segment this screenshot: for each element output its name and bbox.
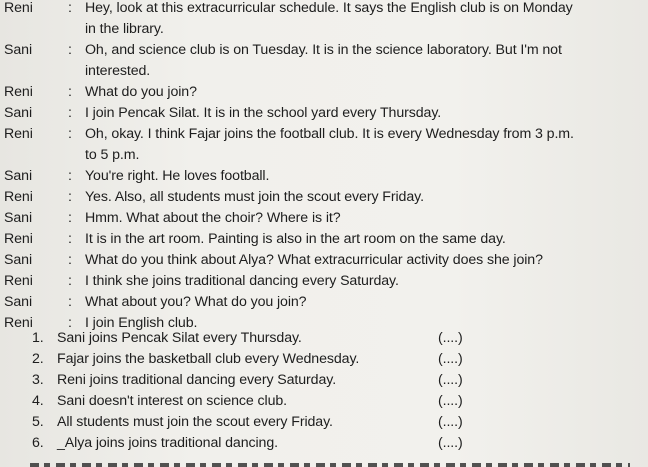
statement-text: Sani joins Pencak Silat every Thursday. <box>57 330 302 346</box>
answer-blank[interactable]: (....) <box>438 414 463 430</box>
answer-blank[interactable]: (....) <box>438 351 463 367</box>
utterance-text: to 5 p.m. <box>85 147 140 163</box>
speaker-name: Reni <box>4 315 33 331</box>
statement-number: 2. <box>32 351 44 367</box>
separator-colon: : <box>68 210 72 226</box>
utterance-text: I think she joins traditional dancing every Saturday. <box>85 273 399 289</box>
answer-blank[interactable]: (....) <box>438 372 463 388</box>
statement-number: 5. <box>32 414 44 430</box>
utterance-text: You're right. He loves football. <box>85 168 270 184</box>
utterance-text: What about you? What do you join? <box>85 294 307 310</box>
utterance-text: Yes. Also, all students must join the scout every Friday. <box>85 189 424 205</box>
utterance-text: Hmm. What about the choir? Where is it? <box>85 210 341 226</box>
separator-colon: : <box>68 273 72 289</box>
separator-colon: : <box>68 231 72 247</box>
answer-blank[interactable]: (....) <box>438 435 463 451</box>
separator-colon: : <box>68 294 72 310</box>
speaker-name: Sani <box>4 294 32 310</box>
statement-number: 4. <box>32 393 44 409</box>
utterance-text: What do you think about Alya? What extracurricular activity does she join? <box>85 252 543 268</box>
utterance-text: It is in the art room. Painting is also in the art room on the same day. <box>85 231 506 247</box>
separator-colon: : <box>68 42 72 58</box>
speaker-name: Reni <box>4 0 33 16</box>
separator-colon: : <box>68 252 72 268</box>
separator-colon: : <box>68 0 72 16</box>
utterance-text: Hey, look at this extracurricular schedule. It says the English club is on Monday <box>85 0 573 16</box>
separator-colon: : <box>68 189 72 205</box>
statement-text: Sani doesn't interest on science club. <box>57 393 287 409</box>
utterance-text: Oh, okay. I think Fajar joins the football club. It is every Wednesday from 3 p.m. <box>85 126 574 142</box>
speaker-name: Reni <box>4 84 33 100</box>
statement-text: Reni joins traditional dancing every Saturday. <box>57 372 337 388</box>
statement-number: 3. <box>32 372 44 388</box>
separator-colon: : <box>68 168 72 184</box>
speaker-name: Sani <box>4 210 32 226</box>
cropped-text-line <box>30 459 630 467</box>
separator-colon: : <box>68 84 72 100</box>
utterance-text: interested. <box>85 63 151 79</box>
utterance-text: Oh, and science club is on Tuesday. It is in the science laboratory. But I'm not <box>85 42 562 58</box>
separator-colon: : <box>68 126 72 142</box>
speaker-name: Reni <box>4 273 33 289</box>
speaker-name: Reni <box>4 231 33 247</box>
speaker-name: Sani <box>4 252 32 268</box>
speaker-name: Reni <box>4 126 33 142</box>
utterance-text: I join Pencak Silat. It is in the school yard every Thursday. <box>85 105 442 121</box>
statement-number: 6. <box>32 435 44 451</box>
answer-blank[interactable]: (....) <box>438 330 463 346</box>
utterance-text: What do you join? <box>85 84 197 100</box>
speaker-name: Sani <box>4 42 32 58</box>
statement-text: All students must join the scout every Friday. <box>57 414 333 430</box>
speaker-name: Sani <box>4 168 32 184</box>
statement-text: _Alya joins joins traditional dancing. <box>57 435 278 451</box>
statement-number: 1. <box>32 330 44 346</box>
separator-colon: : <box>68 315 72 331</box>
speaker-name: Sani <box>4 105 32 121</box>
answer-blank[interactable]: (....) <box>438 393 463 409</box>
utterance-text: in the library. <box>85 21 164 37</box>
separator-colon: : <box>68 105 72 121</box>
cropped-text-fragment <box>30 463 630 467</box>
statement-text: Fajar joins the basketball club every Wednesday. <box>57 351 360 367</box>
speaker-name: Reni <box>4 189 33 205</box>
utterance-text: I join English club. <box>85 315 198 331</box>
